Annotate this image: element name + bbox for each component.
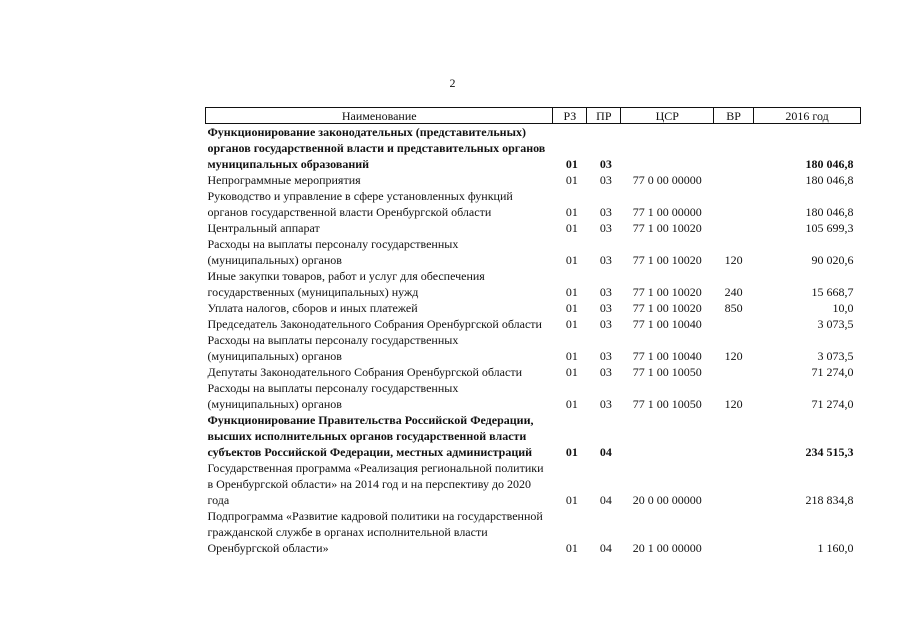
cell-csr: 20 1 00 00000	[632, 541, 702, 555]
cell-vr	[714, 364, 754, 380]
cell-csr	[621, 412, 714, 460]
cell-vr: 120	[724, 349, 743, 363]
header-rz: РЗ	[553, 108, 587, 124]
table-row	[206, 188, 861, 220]
cell-name: Расходы на выплаты персоналу государственных (муниципальных) органов	[207, 333, 459, 363]
page-number: 2	[449, 76, 456, 90]
cell-rz: 01	[565, 445, 578, 459]
cell-pr: 04	[599, 493, 612, 507]
header-name: Наименование	[206, 108, 553, 124]
cell-name: Функционирование законодательных (представительных) органов государственной власти и представительных органов муниципальных образований	[207, 125, 546, 171]
cell-csr: 77 1 00 00000	[632, 205, 702, 219]
cell-rz: 01	[565, 493, 578, 507]
cell-sum: 71 274,0	[811, 365, 854, 379]
cell-name: Уплата налогов, сборов и иных платежей	[207, 301, 418, 315]
table-header-row	[206, 108, 861, 124]
cell-sum: 1 160,0	[817, 541, 854, 555]
cell-vr	[714, 460, 754, 508]
cell-name: Государственная программа «Реализация региональной политики в Оренбургской области» на 2014 год и на перспективу до 2020 года	[207, 461, 544, 507]
cell-sum: 218 834,8	[805, 493, 854, 507]
cell-sum: 105 699,3	[805, 221, 854, 235]
cell-vr: 850	[724, 301, 743, 315]
cell-csr: 77 1 00 10020	[632, 285, 702, 299]
cell-name: Функционирование Правительства Российской Федерации, высших исполнительных органов государственной власти субъектов Российской Федерации, местных администраций	[207, 413, 534, 459]
cell-vr: 120	[724, 253, 743, 267]
cell-pr: 03	[599, 253, 612, 267]
table-row	[206, 220, 861, 236]
cell-pr: 04	[599, 541, 612, 555]
table-row	[206, 508, 861, 556]
cell-name: Непрограммные мероприятия	[207, 173, 361, 187]
cell-rz: 01	[565, 317, 578, 331]
cell-csr: 77 1 00 10050	[632, 365, 702, 379]
table-row	[206, 364, 861, 380]
cell-csr: 77 1 00 10040	[632, 349, 702, 363]
cell-pr: 03	[599, 157, 612, 171]
table-row	[206, 332, 861, 364]
cell-name: Председатель Законодательного Собрания Оренбургской области	[207, 317, 542, 331]
cell-vr	[714, 124, 754, 173]
cell-name: Руководство и управление в сфере установленных функций органов государственной власти Оренбургской области	[207, 189, 513, 219]
budget-table	[205, 107, 861, 556]
cell-csr: 77 1 00 10040	[632, 317, 702, 331]
cell-csr: 77 1 00 10020	[632, 253, 702, 267]
cell-vr	[714, 508, 754, 556]
cell-name: Расходы на выплаты персоналу государственных (муниципальных) органов	[207, 381, 459, 411]
cell-rz: 01	[565, 301, 578, 315]
cell-sum: 71 274,0	[811, 397, 854, 411]
cell-name: Депутаты Законодательного Собрания Оренбургской области	[207, 365, 522, 379]
cell-rz: 01	[565, 365, 578, 379]
cell-pr: 03	[599, 349, 612, 363]
header-year: 2016 год	[754, 108, 861, 124]
table-row	[206, 460, 861, 508]
header-csr: ЦСР	[621, 108, 714, 124]
cell-rz: 01	[565, 221, 578, 235]
cell-pr: 03	[599, 205, 612, 219]
cell-vr	[714, 172, 754, 188]
table-row	[206, 124, 861, 173]
header-pr: ПР	[587, 108, 621, 124]
header-vr: ВР	[714, 108, 754, 124]
cell-csr: 20 0 00 00000	[632, 493, 702, 507]
cell-vr	[714, 220, 754, 236]
cell-name: Подпрограмма «Развитие кадровой политики на государственной гражданской службе в органах исполнительной власти Оренбургской области»	[207, 509, 543, 555]
cell-pr: 03	[599, 285, 612, 299]
table-row	[206, 268, 861, 300]
cell-pr: 03	[599, 317, 612, 331]
cell-sum: 15 668,7	[811, 285, 854, 299]
cell-sum: 180 046,8	[805, 173, 854, 187]
cell-csr: 77 1 00 10050	[632, 397, 702, 411]
cell-pr: 03	[599, 365, 612, 379]
cell-sum: 10,0	[832, 301, 854, 315]
cell-vr: 240	[724, 285, 743, 299]
table-row	[206, 300, 861, 316]
cell-vr	[714, 188, 754, 220]
cell-rz: 01	[565, 173, 578, 187]
cell-rz: 01	[565, 349, 578, 363]
cell-name: Центральный аппарат	[207, 221, 320, 235]
cell-pr: 04	[599, 445, 612, 459]
cell-sum: 234 515,3	[805, 445, 854, 459]
cell-csr: 77 1 00 10020	[632, 301, 702, 315]
cell-pr: 03	[599, 397, 612, 411]
cell-vr	[714, 316, 754, 332]
cell-vr: 120	[724, 397, 743, 411]
cell-csr	[621, 124, 714, 173]
cell-csr: 77 0 00 00000	[632, 173, 702, 187]
cell-name: Иные закупки товаров, работ и услуг для обеспечения государственных (муниципальных) нужд	[207, 269, 485, 299]
table-row	[206, 236, 861, 268]
table-body	[206, 124, 861, 557]
table-row	[206, 412, 861, 460]
cell-rz: 01	[565, 205, 578, 219]
cell-sum: 180 046,8	[805, 205, 854, 219]
cell-sum: 3 073,5	[817, 349, 854, 363]
cell-rz: 01	[565, 541, 578, 555]
table-row	[206, 172, 861, 188]
cell-csr: 77 1 00 10020	[632, 221, 702, 235]
cell-rz: 01	[565, 157, 578, 171]
cell-vr	[714, 412, 754, 460]
cell-pr: 03	[599, 221, 612, 235]
cell-sum: 90 020,6	[811, 253, 854, 267]
cell-sum: 180 046,8	[805, 157, 854, 171]
cell-rz: 01	[565, 253, 578, 267]
cell-rz: 01	[565, 397, 578, 411]
cell-name: Расходы на выплаты персоналу государственных (муниципальных) органов	[207, 237, 459, 267]
cell-rz: 01	[565, 285, 578, 299]
table-row	[206, 380, 861, 412]
table-row	[206, 316, 861, 332]
cell-pr: 03	[599, 173, 612, 187]
cell-pr: 03	[599, 301, 612, 315]
cell-sum: 3 073,5	[817, 317, 854, 331]
